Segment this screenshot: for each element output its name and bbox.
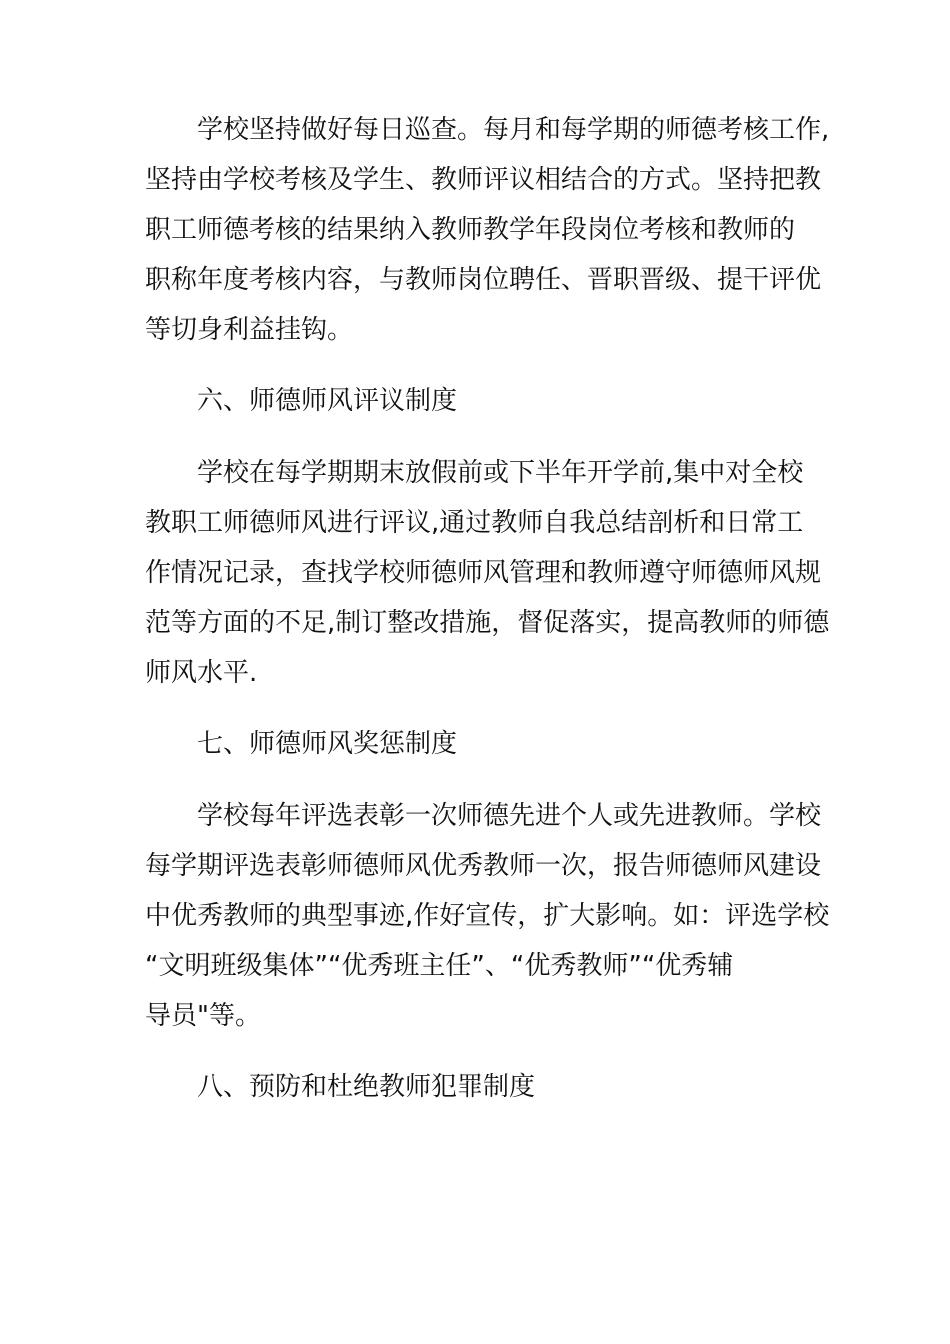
section-heading-7: 七、师德师风奖惩制度 <box>197 729 458 759</box>
paragraph-2-line-2: 教职工师德师风进行评议,通过教师自我总结剖析和日常工 <box>145 508 804 538</box>
paragraph-3-line-4: “文明班级集体”“优秀班主任”、“优秀教师”“优秀辅 <box>145 951 734 981</box>
paragraph-3-line-5: 导员"等。 <box>145 1001 261 1031</box>
paragraph-3-line-2: 每学期评选表彰师德师风优秀教师一次，报告师德师风建设 <box>145 851 822 881</box>
paragraph-2-line-5: 师风水平. <box>145 658 258 688</box>
section-heading-8: 八、预防和杜绝教师犯罪制度 <box>197 1072 536 1102</box>
paragraph-2-line-3: 作情况记录，查找学校师德师风管理和教师遵守师德师风规 <box>145 558 822 588</box>
paragraph-3-line-3: 中优秀教师的典型事迹,作好宣传，扩大影响。如：评选学校 <box>145 901 830 931</box>
paragraph-1-line-5: 等切身利益挂钩。 <box>145 315 354 345</box>
paragraph-1-line-3: 职工师德考核的结果纳入教师教学年段岗位考核和教师的 <box>145 215 796 245</box>
paragraph-2-line-4: 范等方面的不足,制订整改措施，督促落实，提高教师的师德 <box>145 608 830 638</box>
section-heading-6: 六、师德师风评议制度 <box>197 386 458 416</box>
paragraph-1-line-4: 职称年度考核内容，与教师岗位聘任、晋职晋级、提干评优 <box>145 265 822 295</box>
paragraph-1-line-2: 坚持由学校考核及学生、教师评议相结合的方式。坚持把教 <box>145 165 822 195</box>
paragraph-1-line-1: 学校坚持做好每日巡查。每月和每学期的师德考核工作, <box>197 115 830 145</box>
paragraph-2-line-1: 学校在每学期期末放假前或下半年开学前,集中对全校 <box>197 458 804 488</box>
paragraph-3-line-1: 学校每年评选表彰一次师德先进个人或先进教师。学校 <box>197 801 822 831</box>
